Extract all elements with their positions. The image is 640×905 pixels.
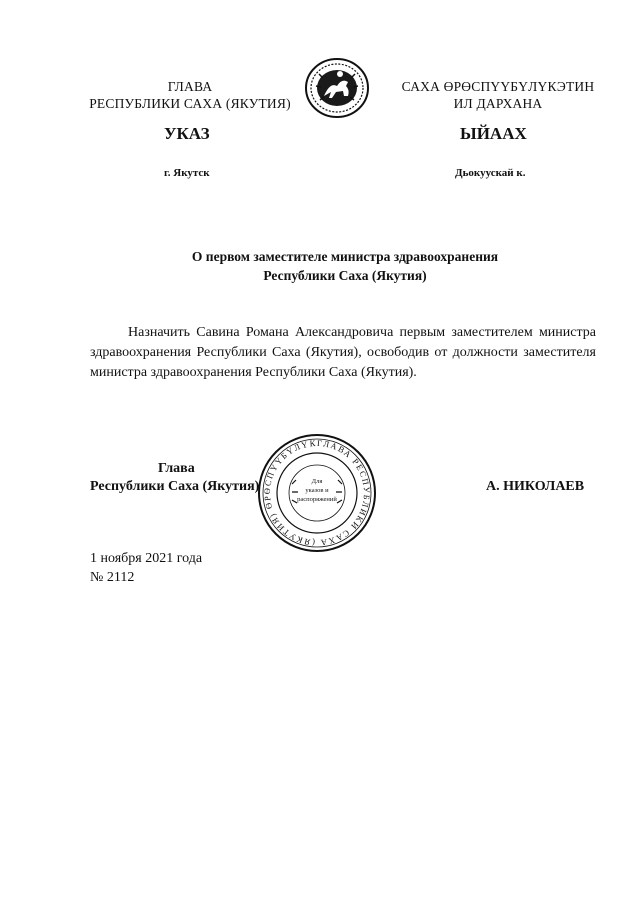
header-right-line1: САХА ӨРӨСПҮҮБҮЛҮКЭТИН [401,79,595,94]
stamp-inner-line3: распоряжений [297,496,337,503]
doc-type-left: УКАЗ [164,124,210,143]
document-subject [90,247,600,285]
header-right-line2: ИЛ ДАРХАНА [453,96,543,111]
header-left-line1: ГЛАВА [167,79,213,94]
doc-type-right: ЫЙААХ [460,124,527,143]
header-left-line2: РЕСПУБЛИКИ САХА (ЯКУТИЯ) [89,96,291,111]
svg-text:ГЛАВА РЕСПУБЛИКИ САХА (ЯКУТИЯ): ГЛАВА РЕСПУБЛИКИ САХА (ЯКУТИЯ) ӨРӨСПҮҮБҮЛҮК [261,437,373,549]
document-date: 1 ноября 2021 года [90,551,203,566]
header-right [386,78,610,112]
subject-line1: О первом заместителе министра здравоохранения [191,249,499,264]
signature-title-line2: Республики Саха (Якутия) [90,479,260,494]
subject-line2: Республики Саха (Якутия) [263,268,427,283]
header-left [80,78,300,112]
signature-name: А. НИКОЛАЕВ [486,479,585,494]
stamp-inner-line1: Для [311,478,323,485]
coat-of-arms-emblem [302,56,372,120]
place-left: г. Якутск [164,167,210,179]
signature-title-line1: Глава [158,461,195,476]
stamp-inner-line2: указов и [305,487,329,494]
body-paragraph: Назначить Савина Романа Александровича первым заместителем министра здравоохранения Республики Саха (Якутия), освободив от должности заместителя министра здравоохранения Республики Саха (Якутия). [90,325,596,380]
signature-title [90,460,290,496]
place-right: Дьокуускай к. [455,167,526,179]
document-number: № 2112 [90,570,135,585]
